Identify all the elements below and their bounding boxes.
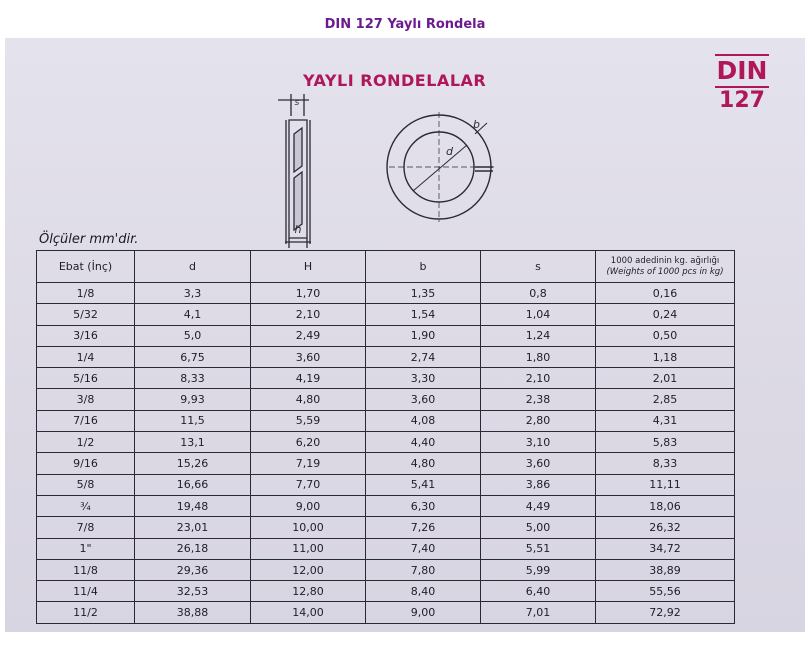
table-row xyxy=(37,283,735,304)
table-row xyxy=(37,559,735,580)
cell-d: 38,88 xyxy=(135,602,251,623)
cell-d: 8,33 xyxy=(135,368,251,389)
cell-d: 23,01 xyxy=(135,517,251,538)
header-weights xyxy=(596,251,735,283)
cell-H: 4,19 xyxy=(251,368,366,389)
table-header-row xyxy=(37,251,735,283)
cell-d: 32,53 xyxy=(135,581,251,602)
cell-s: 5,99 xyxy=(481,559,596,580)
cell-ebat: 11/2 xyxy=(37,602,135,623)
cell-d: 29,36 xyxy=(135,559,251,580)
label-b: b xyxy=(473,118,480,131)
header-d: d xyxy=(135,251,251,283)
cell-ebat: 9/16 xyxy=(37,453,135,474)
cell-weight: 11,11 xyxy=(596,474,735,495)
cell-d: 5,0 xyxy=(135,325,251,346)
cell-b: 4,40 xyxy=(366,432,481,453)
page-title: DIN 127 Yaylı Rondela xyxy=(324,17,486,32)
cell-H: 10,00 xyxy=(251,517,366,538)
header-ebat: Ebat (İnç) xyxy=(37,251,135,283)
cell-s: 4,49 xyxy=(481,495,596,516)
table-row xyxy=(37,517,735,538)
cell-d: 13,1 xyxy=(135,432,251,453)
cell-ebat: 3/8 xyxy=(37,389,135,410)
sheet-title: YAYLI RONDELALAR xyxy=(303,71,487,90)
cell-b: 4,80 xyxy=(366,453,481,474)
cell-d: 9,93 xyxy=(135,389,251,410)
header-s: s xyxy=(481,251,596,283)
cell-weight: 0,16 xyxy=(596,283,735,304)
label-d: d xyxy=(446,145,453,158)
cell-ebat: 1/4 xyxy=(37,346,135,367)
cell-weight: 72,92 xyxy=(596,602,735,623)
cell-b: 8,40 xyxy=(366,581,481,602)
cell-b: 3,30 xyxy=(366,368,481,389)
cell-weight: 18,06 xyxy=(596,495,735,516)
cell-s: 3,86 xyxy=(481,474,596,495)
cell-s: 5,51 xyxy=(481,538,596,559)
cell-b: 2,74 xyxy=(366,346,481,367)
cell-ebat: 1/8 xyxy=(37,283,135,304)
cell-weight: 38,89 xyxy=(596,559,735,580)
cell-b: 6,30 xyxy=(366,495,481,516)
label-s: s xyxy=(294,98,300,108)
cell-ebat: 11/4 xyxy=(37,581,135,602)
cell-d: 4,1 xyxy=(135,304,251,325)
cell-weight: 5,83 xyxy=(596,432,735,453)
table-row xyxy=(37,474,735,495)
cell-H: 11,00 xyxy=(251,538,366,559)
table-row xyxy=(37,410,735,431)
table-row xyxy=(37,432,735,453)
units-note: Ölçüler mm'dir. xyxy=(39,232,139,247)
table-row xyxy=(37,538,735,559)
table-row xyxy=(37,368,735,389)
cell-H: 1,70 xyxy=(251,283,366,304)
table-row xyxy=(37,346,735,367)
table-body xyxy=(37,283,735,624)
cell-ebat: 11/8 xyxy=(37,559,135,580)
table-row xyxy=(37,453,735,474)
table-row xyxy=(37,495,735,516)
cell-weight: 2,85 xyxy=(596,389,735,410)
cell-s: 2,38 xyxy=(481,389,596,410)
label-h: h xyxy=(294,223,302,236)
cell-d: 16,66 xyxy=(135,474,251,495)
cell-b: 1,54 xyxy=(366,304,481,325)
header-H: H xyxy=(251,251,366,283)
cell-d: 26,18 xyxy=(135,538,251,559)
table-row xyxy=(37,602,735,623)
cell-weight: 4,31 xyxy=(596,410,735,431)
cell-s: 1,80 xyxy=(481,346,596,367)
cell-H: 7,70 xyxy=(251,474,366,495)
cell-weight: 2,01 xyxy=(596,368,735,389)
cell-s: 3,10 xyxy=(481,432,596,453)
cell-H: 5,59 xyxy=(251,410,366,431)
cell-b: 3,60 xyxy=(366,389,481,410)
header-weights-en: (Weights of 1000 pcs in kg) xyxy=(606,266,724,277)
table-row xyxy=(37,325,735,346)
cell-b: 7,40 xyxy=(366,538,481,559)
cell-ebat: 5/32 xyxy=(37,304,135,325)
cell-s: 2,80 xyxy=(481,410,596,431)
cell-ebat: 7/16 xyxy=(37,410,135,431)
cell-d: 11,5 xyxy=(135,410,251,431)
cell-H: 2,49 xyxy=(251,325,366,346)
cell-d: 3,3 xyxy=(135,283,251,304)
cell-d: 6,75 xyxy=(135,346,251,367)
catalog-photo xyxy=(5,38,805,632)
cell-H: 4,80 xyxy=(251,389,366,410)
din-number: 127 xyxy=(719,88,765,113)
cell-b: 9,00 xyxy=(366,602,481,623)
cell-s: 0,8 xyxy=(481,283,596,304)
cell-s: 2,10 xyxy=(481,368,596,389)
cell-weight: 8,33 xyxy=(596,453,735,474)
din-label: DIN xyxy=(716,56,768,85)
cell-b: 1,35 xyxy=(366,283,481,304)
cell-ebat: 5/16 xyxy=(37,368,135,389)
cell-b: 7,80 xyxy=(366,559,481,580)
cell-b: 5,41 xyxy=(366,474,481,495)
cell-weight: 26,32 xyxy=(596,517,735,538)
table-row xyxy=(37,304,735,325)
cell-d: 15,26 xyxy=(135,453,251,474)
cell-ebat: 3/16 xyxy=(37,325,135,346)
cell-H: 14,00 xyxy=(251,602,366,623)
cell-s: 1,24 xyxy=(481,325,596,346)
cell-weight: 55,56 xyxy=(596,581,735,602)
cell-ebat: 7/8 xyxy=(37,517,135,538)
cell-weight: 0,24 xyxy=(596,304,735,325)
cell-s: 3,60 xyxy=(481,453,596,474)
dimensions-table xyxy=(36,250,735,624)
header-weights-tr: 1000 adedinin kg. ağırlığı xyxy=(610,255,720,266)
table-row xyxy=(37,389,735,410)
cell-ebat: 1/2 xyxy=(37,432,135,453)
header-b: b xyxy=(366,251,481,283)
cell-H: 12,00 xyxy=(251,559,366,580)
cell-b: 4,08 xyxy=(366,410,481,431)
cell-H: 3,60 xyxy=(251,346,366,367)
cell-ebat: 1" xyxy=(37,538,135,559)
cell-weight: 0,50 xyxy=(596,325,735,346)
cell-ebat: 5/8 xyxy=(37,474,135,495)
cell-H: 6,20 xyxy=(251,432,366,453)
cell-weight: 34,72 xyxy=(596,538,735,559)
cell-b: 1,90 xyxy=(366,325,481,346)
cell-b: 7,26 xyxy=(366,517,481,538)
cell-d: 19,48 xyxy=(135,495,251,516)
cell-s: 6,40 xyxy=(481,581,596,602)
cell-H: 7,19 xyxy=(251,453,366,474)
cell-ebat: ¾ xyxy=(37,495,135,516)
cell-H: 9,00 xyxy=(251,495,366,516)
cell-H: 2,10 xyxy=(251,304,366,325)
table-row xyxy=(37,581,735,602)
cell-s: 7,01 xyxy=(481,602,596,623)
cell-weight: 1,18 xyxy=(596,346,735,367)
cell-s: 1,04 xyxy=(481,304,596,325)
cell-s: 5,00 xyxy=(481,517,596,538)
cell-H: 12,80 xyxy=(251,581,366,602)
